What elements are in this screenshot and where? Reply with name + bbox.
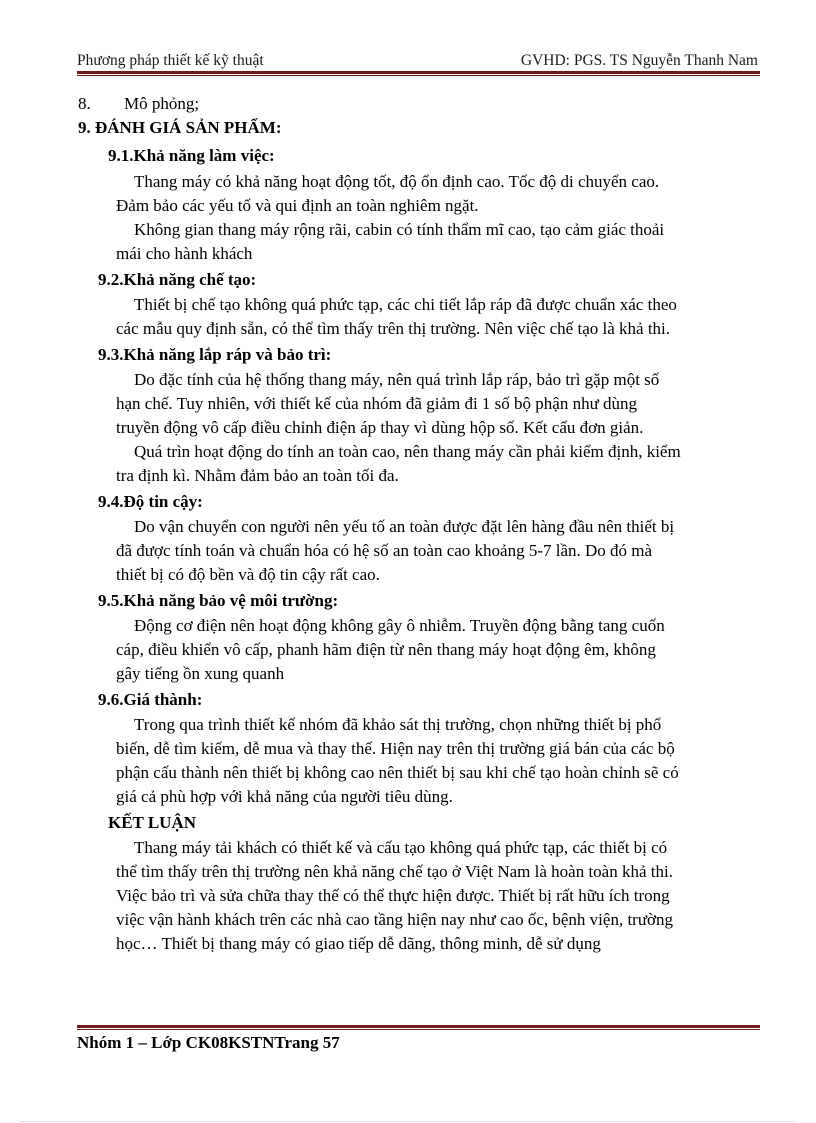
page-header [77,48,758,70]
para-9-4-line-1: Do vận chuyển con người nên yếu tố an toàn được đặt lên hàng đầu nên thiết bị [134,517,675,536]
para-9-5-line-1: Động cơ điện nên hoạt động không gây ô nhiễm. Truyền động bằng tang cuốn [134,616,665,635]
conclusion-line-1: Thang máy tải khách có thiết kế và cấu tạo không quá phức tạp, các thiết bị có [134,838,668,857]
conclusion-line-2: thể tìm thấy trên thị trường nên khả năng chế tạo ở Việt Nam là hoàn toàn khả thi. [116,862,673,881]
para-9-2-line-2: các mẫu quy định sẵn, có thể tìm thấy trên thị trường. Nên việc chế tạo là khả thi. [116,319,671,338]
para-9-2-line-1: Thiết bị chế tạo không quá phức tạp, các chi tiết lắp ráp đã được chuẩn xác theo [134,295,677,314]
para-9-5-line-2: cáp, điều khiển vô cấp, phanh hãm điện từ nên thang máy hoạt động êm, không [116,640,656,659]
footer-text: Nhóm 1 – Lớp CK08KSTNTrang 57 [77,1033,340,1052]
para-9-1-line-3: Không gian thang máy rộng rãi, cabin có tính thẩm mĩ cao, tạo cảm giác thoải [134,220,665,239]
para-9-5-line-3: gây tiếng ồn xung quanh [116,664,285,683]
para-9-4-line-3: thiết bị có độ bền và độ tin cậy rất cao. [116,565,380,584]
conclusion-line-5: học… Thiết bị thang máy có giao tiếp dễ dãng, thông minh, dễ sử dụng [116,934,601,953]
para-9-1-line-2: Đảm bảo các yếu tố và qui định an toàn nghiêm ngặt. [116,196,479,215]
header-right-advisor: GVHD: PGS. TS Nguyễn Thanh Nam [520,52,758,69]
para-9-1-line-4: mái cho hành khách [116,244,253,263]
header-rule [77,71,760,76]
para-9-3-line-5: tra định kì. Nhằm đảm bảo an toàn tối đa. [116,466,399,485]
footer-rule [77,1025,760,1030]
heading-9-4: 9.4.Độ tin cậy: [98,492,203,511]
heading-conclusion: KẾT LUẬN [108,813,197,832]
conclusion-line-4: việc vận hành khách trên các nhà cao tầng hiện nay như cao ốc, bệnh viện, trường [116,910,674,929]
item-8-text: Mô phỏng; [124,94,200,113]
para-9-6-line-4: giá cả phù hợp với khả năng của người tiêu dùng. [116,787,453,806]
page-edge-dotted-line [20,1121,796,1122]
para-9-3-line-3: truyền động vô cấp điều chỉnh điện áp thay vì dùng hộp số. Kết cấu đơn giản. [116,418,644,437]
para-9-4-line-2: đã được tính toán và chuẩn hóa có hệ số an toàn cao khoảng 5-7 lần. Do đó mà [116,541,653,560]
header-left-title: Phương pháp thiết kế kỹ thuật [77,52,264,69]
para-9-3-line-2: hạn chế. Tuy nhiên, với thiết kế của nhóm đã giảm đi 1 số bộ phận như dùng [116,394,638,413]
para-9-3-line-1: Do đặc tính của hệ thống thang máy, nên quá trình lắp ráp, bảo trì gặp một số [134,370,660,389]
section-9-heading: 9. ĐÁNH GIÁ SẢN PHẨM: [78,118,282,137]
para-9-6-line-1: Trong qua trình thiết kế nhóm đã khảo sát thị trường, chọn những thiết bị phổ [134,715,662,734]
conclusion-line-3: Việc bảo trì và sửa chữa thay thế có thể thực hiện được. Thiết bị rất hữu ích trong [116,886,670,905]
para-9-1-line-1: Thang máy có khả năng hoạt động tốt, độ ổn định cao. Tốc độ di chuyển cao. [134,172,660,191]
heading-9-3: 9.3.Khả năng lắp ráp và bảo trì: [98,345,332,364]
para-9-3-line-4: Quá trìn hoạt động do tính an toàn cao, nên thang máy cần phải kiểm định, kiểm [134,442,681,461]
heading-9-5: 9.5.Khả năng bảo vệ môi trường: [98,591,339,610]
heading-9-2: 9.2.Khả năng chế tạo: [98,270,257,289]
heading-9-1: 9.1.Khả năng làm việc: [108,146,275,165]
item-8-number: 8. [78,94,91,113]
page-footer [77,1033,340,1053]
para-9-6-line-2: biến, dễ tìm kiếm, dễ mua và thay thế. Hiện nay trên thị trường giá bán của các bộ [116,739,675,758]
para-9-6-line-3: phận cấu thành nên thiết bị không cao nên thiết bị sau khi chế tạo hoàn chỉnh sẽ có [116,763,679,782]
heading-9-6: 9.6.Giá thành: [98,690,203,709]
